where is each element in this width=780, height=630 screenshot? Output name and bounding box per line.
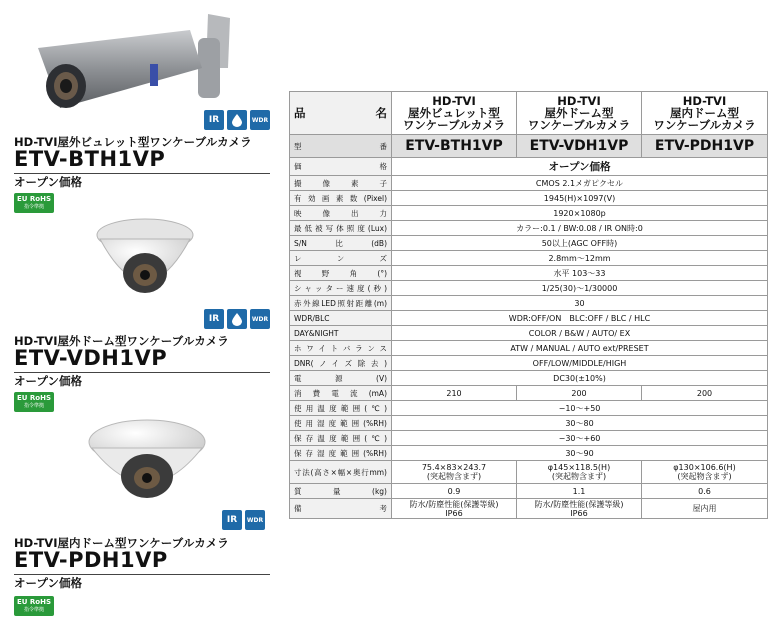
spec-label: S/N比(dB) xyxy=(290,236,392,251)
spec-row xyxy=(290,356,768,371)
spec-note-row xyxy=(290,499,768,519)
ir-badge: IR xyxy=(222,510,242,530)
spec-model-cell: ETV-BTH1VP xyxy=(392,135,517,158)
spec-value: φ130×106.6(H) (突起物含まず) xyxy=(642,461,768,484)
product-title: HD-TVI屋外ビュレット型ワンケーブルカメラ xyxy=(14,135,252,149)
spec-value: 2.8mm〜12mm xyxy=(392,251,768,266)
spec-value: φ145×118.5(H) (突起物含まず) xyxy=(517,461,642,484)
water-drop-icon xyxy=(227,309,247,329)
spec-row xyxy=(290,431,768,446)
product-list xyxy=(0,0,278,630)
spec-value: DC30(±10%) xyxy=(392,371,768,386)
spec-label: 消費電流(mA) xyxy=(290,386,392,401)
spec-row xyxy=(290,341,768,356)
ir-badge: IR xyxy=(204,309,224,329)
spec-label: 品 名 xyxy=(290,92,392,135)
spec-value: 30〜90 xyxy=(392,446,768,461)
eu-rohs-badge: EU RoHS 指令準拠 xyxy=(14,596,54,616)
spec-model-cell: ETV-VDH1VP xyxy=(517,135,642,158)
spec-row xyxy=(290,206,768,221)
spec-dimension-row xyxy=(290,461,768,484)
spec-row xyxy=(290,416,768,431)
spec-row xyxy=(290,266,768,281)
spec-value: 1.1 xyxy=(517,484,642,499)
spec-value: 0.6 xyxy=(642,484,768,499)
product-title: HD-TVI屋外ドーム型ワンケーブルカメラ xyxy=(14,334,229,348)
spec-row xyxy=(290,281,768,296)
spec-value: −30〜+60 xyxy=(392,431,768,446)
spec-value: −10〜+50 xyxy=(392,401,768,416)
spec-label: レンズ xyxy=(290,251,392,266)
product-model: ETV-PDH1VP xyxy=(14,548,168,572)
feature-badges xyxy=(204,110,270,130)
spec-row xyxy=(290,326,768,341)
spec-weight-row xyxy=(290,484,768,499)
spec-table xyxy=(289,91,768,519)
spec-row xyxy=(290,401,768,416)
bullet-camera-image xyxy=(30,8,250,118)
spec-value: 防水/防塵性能(保護等級) IP66 xyxy=(517,499,642,519)
product-model: ETV-VDH1VP xyxy=(14,346,168,370)
spec-value: OFF/LOW/MIDDLE/HIGH xyxy=(392,356,768,371)
wdr-badge: WDR xyxy=(250,110,270,130)
spec-value: 30〜80 xyxy=(392,416,768,431)
spec-header-cell: HD-TVI 屋外ビュレット型 ワンケーブルカメラ xyxy=(392,92,517,135)
product-title: HD-TVI屋内ドーム型ワンケーブルカメラ xyxy=(14,536,229,550)
spec-row xyxy=(290,251,768,266)
spec-value: 1945(H)×1097(V) xyxy=(392,191,768,206)
spec-label: 撮像素子 xyxy=(290,176,392,191)
feature-badges xyxy=(204,309,270,329)
water-drop-icon xyxy=(227,110,247,130)
product-price: オープン価格 xyxy=(14,576,82,590)
spec-label: 視野角(°) xyxy=(290,266,392,281)
ir-badge: IR xyxy=(204,110,224,130)
spec-label: 備 考 xyxy=(290,499,392,519)
spec-value: CMOS 2.1メガピクセル xyxy=(392,176,768,191)
spec-value: 1920×1080p xyxy=(392,206,768,221)
spec-value: WDR:OFF/ON BLC:OFF / BLC / HLC xyxy=(392,311,768,326)
spec-label: 価 格 xyxy=(290,158,392,176)
spec-label: 寸法(高さ×幅×奥行mm) xyxy=(290,461,392,484)
spec-label: 保存湿度範囲(%RH) xyxy=(290,446,392,461)
spec-label: WDR/BLC xyxy=(290,311,392,326)
product-model: ETV-BTH1VP xyxy=(14,147,166,171)
spec-label: 型 番 xyxy=(290,135,392,158)
spec-price-cell: オープン価格 xyxy=(392,158,768,176)
wdr-badge: WDR xyxy=(245,510,265,530)
product-price: オープン価格 xyxy=(14,374,82,388)
spec-value: ATW / MANUAL / AUTO ext/PRESET xyxy=(392,341,768,356)
spec-value: 75.4×83×243.7 (突起物含まず) xyxy=(392,461,517,484)
spec-label: DAY&NIGHT xyxy=(290,326,392,341)
spec-label: 最低被写体照度(Lux) xyxy=(290,221,392,236)
spec-current-row xyxy=(290,386,768,401)
spec-value: 200 xyxy=(642,386,768,401)
spec-model-cell: ETV-PDH1VP xyxy=(642,135,768,158)
spec-row xyxy=(290,311,768,326)
spec-row xyxy=(290,236,768,251)
indoor-dome-camera-image xyxy=(82,414,212,514)
spec-label: 保存温度範囲(℃) xyxy=(290,431,392,446)
spec-row xyxy=(290,221,768,236)
spec-label: シャッター速度(秒) xyxy=(290,281,392,296)
spec-value: 防水/防塵性能(保護等級) IP66 xyxy=(392,499,517,519)
spec-value: 水平 103〜33 xyxy=(392,266,768,281)
product-price: オープン価格 xyxy=(14,175,82,189)
spec-value: 1/25(30)〜1/30000 xyxy=(392,281,768,296)
wdr-badge: WDR xyxy=(250,309,270,329)
spec-value: 200 xyxy=(517,386,642,401)
spec-row xyxy=(290,371,768,386)
spec-value: 30 xyxy=(392,296,768,311)
spec-model-row xyxy=(290,135,768,158)
spec-header-cell: HD-TVI 屋外ドーム型 ワンケーブルカメラ xyxy=(517,92,642,135)
spec-label: 使用湿度範囲(%RH) xyxy=(290,416,392,431)
spec-row xyxy=(290,446,768,461)
spec-label: 有効画素数(Pixel) xyxy=(290,191,392,206)
outdoor-dome-camera-image xyxy=(90,213,200,313)
spec-value: COLOR / B&W / AUTO/ EX xyxy=(392,326,768,341)
spec-header-row xyxy=(290,92,768,135)
spec-label: 質量(kg) xyxy=(290,484,392,499)
spec-label: 電源(V) xyxy=(290,371,392,386)
spec-value: 50以上(AGC OFF時) xyxy=(392,236,768,251)
spec-price-row xyxy=(290,158,768,176)
spec-value: 0.9 xyxy=(392,484,517,499)
spec-value: 屋内用 xyxy=(642,499,768,519)
eu-rohs-badge: EU RoHS 指令準拠 xyxy=(14,392,54,412)
spec-value: 210 xyxy=(392,386,517,401)
spec-row xyxy=(290,191,768,206)
spec-label: 赤外線LED照射距離(m) xyxy=(290,296,392,311)
spec-header-cell: HD-TVI 屋内ドーム型 ワンケーブルカメラ xyxy=(642,92,768,135)
spec-label: DNR(ノイズ除去) xyxy=(290,356,392,371)
spec-row xyxy=(290,296,768,311)
spec-label: ホワイトバランス xyxy=(290,341,392,356)
spec-row xyxy=(290,176,768,191)
spec-value: カラー:0.1 / BW:0.08 / IR ON時:0 xyxy=(392,221,768,236)
eu-rohs-badge: EU RoHS 指令準拠 xyxy=(14,193,54,213)
feature-badges xyxy=(222,510,265,530)
spec-label: 映像出力 xyxy=(290,206,392,221)
spec-label: 使用温度範囲(℃) xyxy=(290,401,392,416)
